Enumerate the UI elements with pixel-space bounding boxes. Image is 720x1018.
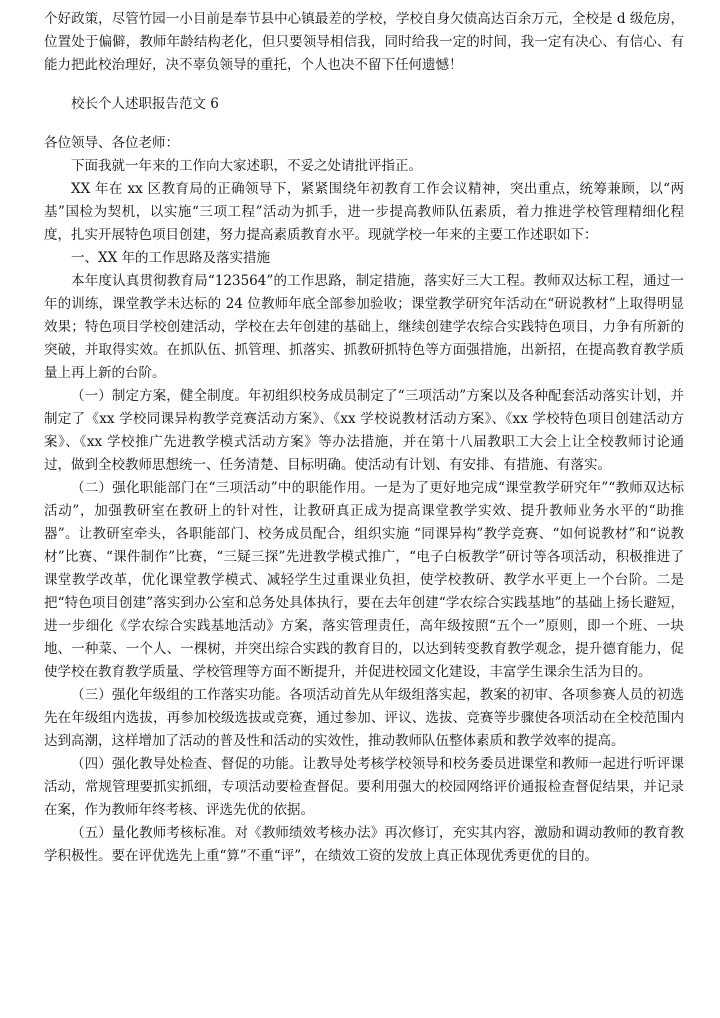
paragraph-item-2: （二）强化职能部门在“三项活动”中的职能作用。一是为了更好地完成“课堂教学研究年”“教师双达标活动”，加强教研室在教研上的针对性，让教研真正成为提高课堂教学实效、提升教师业务水平的“助推器”。让教研室牵头，各职能部门、校务成员配合，组织实施 “同课异构”教学竞赛、“如何说教材”和“说教材”比赛、“课件制作”比赛，“三疑三探”先进教学模式推广，“电子白板教学”研讨等各项活动，积极推进了课堂教学改革，优化课堂教学模式、减轻学生过重课业负担，使学校教研、教学水平更上一个台阶。二是把“特色项目创建”落实到办公室和总务处具体执行，要在去年创建“学农综合实践基地”的基础上扬长避短，进一步细化《学农综合实践基地活动》方案，落实管理责任，高年级按照“五个一”原则，即一个班、一块地、一种菜、一个人、一棵树，并突出综合实践的教育目的，以达到转变教育教学观念，提升德育能力，促使学校在教育教学质量、学校管理等方面不断提升，并促进校园文化建设，丰富学生课余生活为目的。 [44,480,684,680]
paragraph-item-3: （三）强化年级组的工作落实功能。各项活动首先从年级组落实起，教案的初审、各项参赛人员的初选先在年级组内选拔，再参加校级选拔或竞赛，通过参加、评议、选拔、竞赛等步骤使各项活动在全校范围内达到高潮，这样增加了活动的普及性和活动的实效性，推动教师队伍整体素质和教学效率的提高。 [44,687,684,749]
document-title: 校长个人述职报告范文 6 [71,96,219,112]
paragraph-opening: 下面我就一年来的工作向大家述职，不妥之处请批评指正。 [71,158,422,174]
paragraph-item-4: （四）强化教导处检查、督促的功能。让教导处考核学校领导和校务委员进课堂和教师一起进行听评课活动，常规管理要抓实抓细，专项活动要检查督促。要利用强大的校园网络评价通报检查督促结果，并记录在案，作为教师年终考核、评选先优的依据。 [44,756,684,818]
paragraph-item-5: （五）量化教师考核标准。对《教师绩效考核办法》再次修订，充实其内容，激励和调动教师的教育教学积极性。要在评优选先上重“算”不重“评”，在绩效工资的发放上真正体现优秀更优的目的。 [44,825,684,864]
section-heading: 一、XX 年的工作思路及落实措施 [71,250,271,266]
greeting: 各位领导、各位老师： [44,135,179,151]
paragraph-item-1: （一）制定方案，健全制度。年初组织校务成员制定了“三项活动”方案以及各种配套活动落实计划，并制定了《xx 学校同课异构教学竞赛活动方案》、《xx 学校说教材活动方案》、《xx 学校特色项目创建活动方案》、《xx 学校推广先进教学模式活动方案》等办法措施，并在第十八届教职工大会上让全校教师讨论通过，做到全校教师思想统一、任务清楚、目标明确。使活动有计划、有安排、有措施、有落实。 [44,388,684,473]
paragraph-work-ideas: 本年度认真贯彻教育局“123564”的工作思路，制定措施，落实好三大工程。教师双达标工程，通过一年的训练，课堂教学未达标的 24 位教师年底全部参加验收；课堂教学研究年活动在“研说教材”上取得明显效果；特色项目学校创建活动，学校在去年创建的基础上，继续创建学农综合实践特色项目，力争有所新的突破，并取得实效。在抓队伍、抓管理、抓落实、抓教研抓特色等方面强措施，出新招，在提高教育教学质量上再上新的台阶。 [44,273,684,381]
intro-paragraph: 个好政策，尽管竹园一小目前是奉节县中心镇最差的学校，学校自身欠债高达百余万元，全校是 d 级危房，位置处于偏僻，教师年龄结构老化，但只要领导相信我，同时给我一定的时间，我一定有决心、有信心、有能力把此校治理好，决不辜负领导的重托，个人也决不留下任何遗憾！ [44,11,684,73]
paragraph-overview: XX 年在 xx 区教育局的正确领导下，紧紧围绕年初教育工作会议精神，突出重点，统筹兼顾，以“两基”国检为契机，以实施“三项工程”活动为抓手，进一步提高教师队伍素质，着力推进学校管理精细化程度，扎实开展特色项目创建，努力提高素质教育水平。现就学校一年来的主要工作述职如下： [44,181,684,243]
